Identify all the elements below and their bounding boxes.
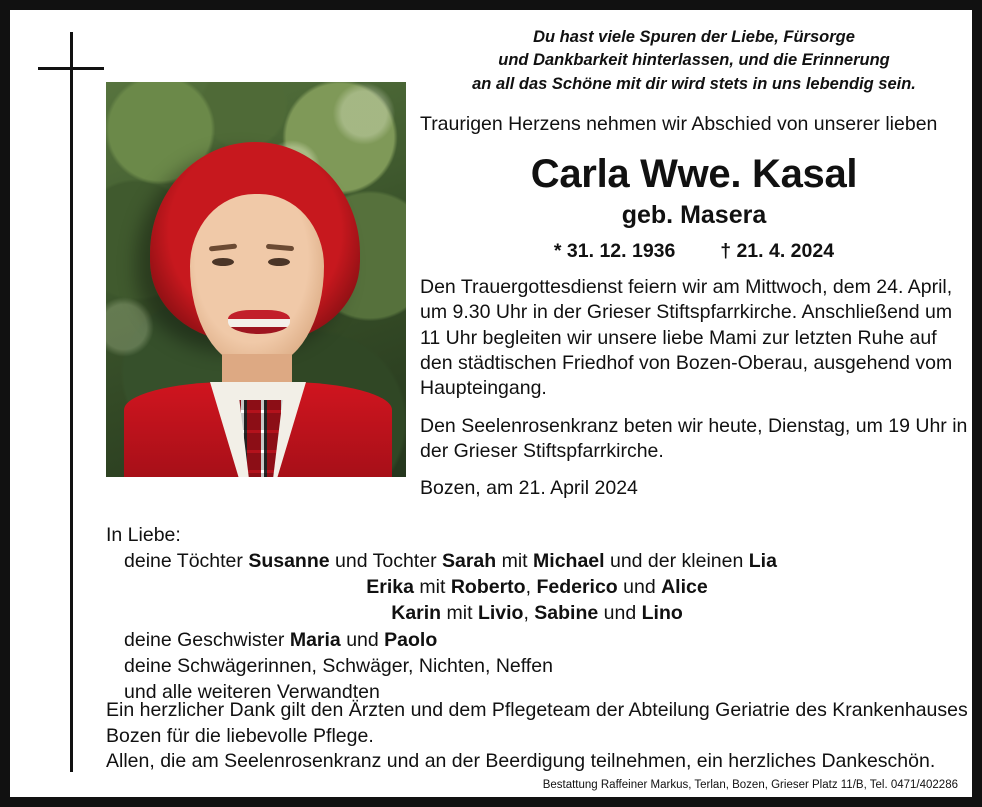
- deceased-name: Carla Wwe. Kasal: [530, 152, 858, 196]
- family-block: [106, 522, 968, 705]
- portrait-photo: [106, 82, 406, 477]
- family-line-karin: Karin mit Livio, Sabine und Lino: [391, 602, 683, 625]
- thanks-block: [106, 698, 972, 775]
- memorial-verse: [420, 26, 968, 96]
- cross-horizontal-bar: [38, 67, 104, 70]
- family-line-erika: Erika mit Roberto, Federico und Alice: [366, 576, 708, 599]
- rosary-paragraph: Den Seelenrosenkranz beten wir heute, Dienstag, um 19 Uhr in der Grieser Stiftspfarrkirche.: [420, 414, 968, 463]
- intro-text: Traurigen Herzens nehmen wir Abschied von unserer lieben: [420, 113, 938, 136]
- service-paragraph: Den Trauergottesdienst feiern wir am Mittwoch, dem 24. April, um 9.30 Uhr in der Grieser Stiftspfarrkirche. Anschließend um 11 Uhr begleiten wir unsere liebe Mami zur letzten Ruhe auf den städtischen Friedhof von Bozen-Oberau, ausgehend vom Haupteingang.: [420, 276, 953, 400]
- family-line-daughters: deine Töchter Susanne und Tochter Sarah mit Michael und der kleinen Lia: [124, 550, 777, 573]
- portrait-eye-left: [212, 258, 234, 266]
- verse-line-1: Du hast viele Spuren der Liebe, Fürsorge: [533, 28, 855, 46]
- portrait-eye-right: [268, 258, 290, 266]
- thanks-paragraph: Ein herzlicher Dank gilt den Ärzten und dem Pflegeteam der Abteilung Geriatrie des Krankenhauses Bozen für die liebevolle Pflege.: [106, 699, 968, 747]
- portrait-mouth: [228, 310, 290, 334]
- cross-icon: [38, 32, 104, 772]
- birth-date: * 31. 12. 1936: [553, 240, 676, 262]
- life-dates: [420, 240, 968, 263]
- verse-line-3: an all das Schöne mit dir wird stets in uns lebendig sein.: [472, 74, 916, 93]
- family-line-siblings: deine Geschwister Maria und Paolo: [124, 628, 438, 651]
- family-line-inlaws: deine Schwägerinnen, Schwäger, Nichten, Neffen: [124, 654, 553, 677]
- cross-vertical-bar: [70, 32, 73, 772]
- deceased-maiden-name: geb. Masera: [621, 201, 767, 229]
- obituary-main-text: [420, 26, 968, 502]
- funeral-home-footer: Bestattung Raffeiner Markus, Terlan, Bozen, Grieser Platz 11/B, Tel. 0471/402286: [542, 779, 958, 791]
- death-date: † 21. 4. 2024: [720, 240, 835, 262]
- closing-paragraph: Allen, die am Seelenrosenkranz und an der Beerdigung teilnehmen, ein herzliches Dankeschön.: [106, 750, 936, 773]
- verse-line-2: und Dankbarkeit hinterlassen, und die Erinnerung: [498, 51, 890, 70]
- family-line-relatives: und alle weiteren Verwandten: [124, 680, 380, 703]
- place-and-date: Bozen, am 21. April 2024: [420, 477, 638, 500]
- family-label: In Liebe:: [106, 524, 181, 546]
- portrait-face: [190, 194, 324, 366]
- obituary-card: [10, 10, 972, 797]
